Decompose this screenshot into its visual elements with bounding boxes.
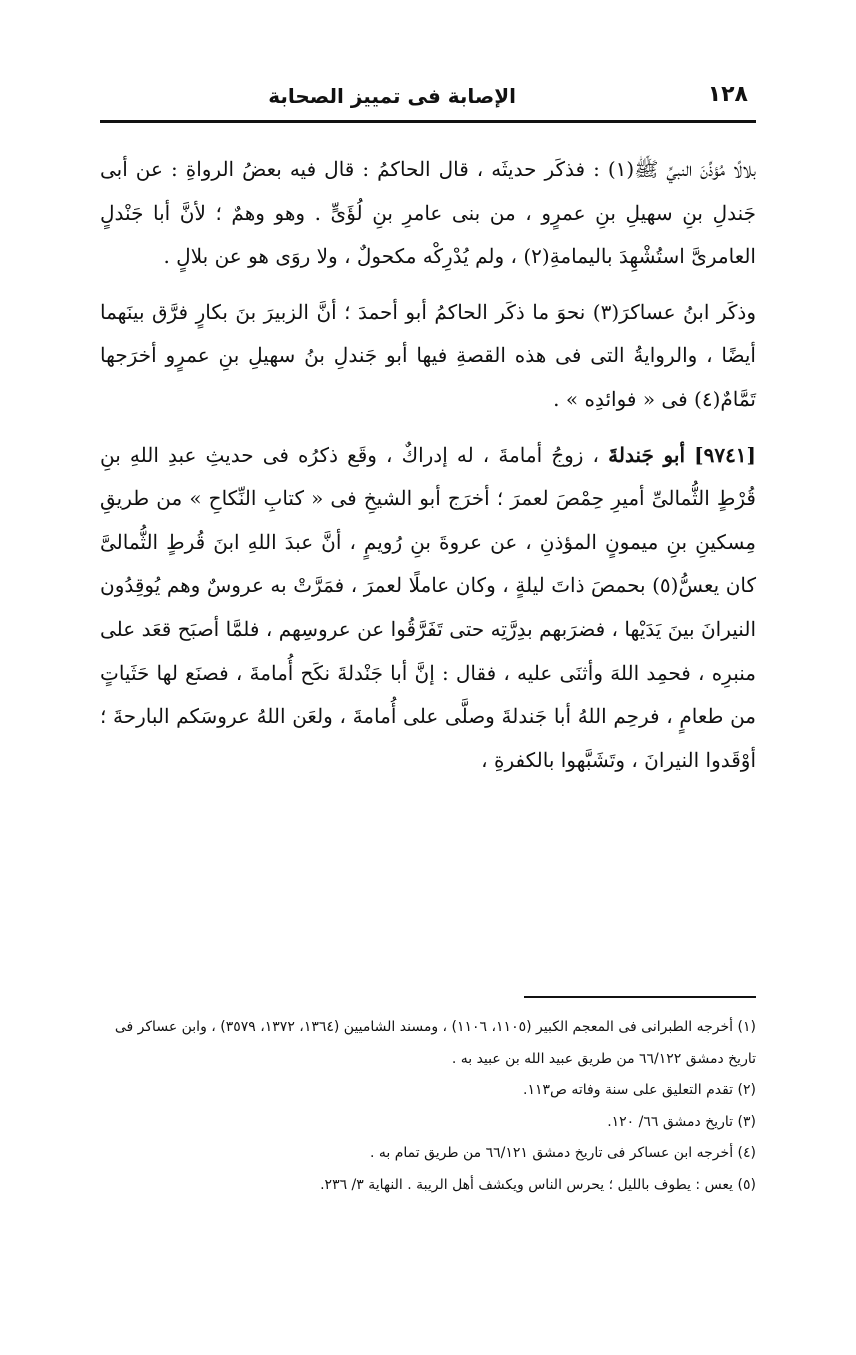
entry-paragraph — [100, 434, 756, 783]
footnote-3: (٣) تاريخ دمشق ٦٦/ ١٢٠. — [607, 1113, 756, 1130]
paragraph-text: وذكَر ابنُ عساكرَ(٣) نحوَ ما ذكَر الحاكمُ أبو أحمدَ ؛ أنَّ الزبيرَ بنَ بكارٍ فرَّق بينَهما أيضًا ، والروايةُ التى فى هذه القصةِ فيها أبو جَندلِ بنُ سهيلِ بنِ عمرٍو أخرَجها تَمَّامٌ(٤) فى « فوائدِه » . — [100, 299, 756, 411]
footnote-4: (٤) أخرجه ابن عساكر فى تاريخ دمشق ٦٦/١٢١ من طريق تمام به . — [369, 1145, 756, 1161]
main-text — [100, 148, 756, 782]
footnote-2: (٢) تقدم التعليق على سنة وفاته ص١١٣. — [522, 1082, 756, 1098]
header-divider — [100, 120, 756, 123]
running-header — [100, 78, 756, 118]
footnote-5: (٥) يعس : يطوف بالليل ؛ يحرس الناس ويكشف أهل الريبة . النهاية ٣/ ٢٣٦. — [320, 1176, 756, 1193]
book-title: الإصابة فى تمييز الصحابة — [268, 84, 516, 108]
page-number: ١٢٨ — [707, 82, 748, 107]
footnote-1: (١) أخرجه الطبرانى فى المعجم الكبير (١١٠٥، ١١٠٦) ، ومسند الشاميين (١٣٦٤، ١٣٧٢، ٣٥٧٩) ، وابن عساكر فى تاريخ دمشق ٦٦/١٢٢ من طريق عبيد الله بن عبيد به . — [114, 1019, 756, 1067]
footnotes — [100, 1012, 756, 1201]
paragraph-text: ، زوجُ أمامةَ ، له إدراكٌ ، وقَع ذكرُه فى حديثِ عبدِ اللهِ بنِ قُرْطٍ الثُّمالىِّ أميرِ حِمْصَ لعمرَ ؛ أخرَج أبو الشيخِ فى « كتابِ النِّكاحِ » من طريقِ مِسكينِ بنِ ميمونٍ المؤذنِ ، عن عروةَ بنِ رُويمٍ ، أنَّ عبدَ اللهِ ابنَ قُرطٍ الثُّمالىَّ كان يعسُّ(٥) بحمصَ ذاتَ ليلةٍ ، وكان عاملًا لعمرَ ، فمَرَّتْ به عروسٌ وهم يُوقِدُون النيرانَ بينَ يَدَيْها ، فضرَبهم بدِرَّتِه حتى تَفَرَّقُوا عن عروسِهم ، فلمَّا أصبَح قعَد على منبرِه ، فحمِد اللهَ وأثنَى عليه ، فقال : إنَّ أبا جَنْدلةَ نكَح أُمامةَ ، فصنَع لها حَثَياتٍ من طعامٍ ، فرحِم اللهُ أبا جَندلةَ وصلَّى على أُمامةَ ، ولعَن اللهُ عروسَكم البارحةَ ؛ أوْقَدوا النيرانَ ، وتَشَبَّهوا بالكفرةِ ، — [100, 442, 757, 772]
entry-number: [٩٧٤١] — [694, 442, 757, 467]
footnote-divider — [524, 996, 756, 998]
paragraph-2 — [100, 291, 756, 422]
entry-name: أبو جَندلةَ — [608, 442, 685, 467]
paragraph-text: بلالًا مُؤذِّنَ النبيِّ ﷺ(١) : فذكَر حديثَه ، قال الحاكمُ : قال فيه بعضُ الرواةِ : عن أبى جَندلِ بنِ سهيلِ بنِ عمرٍو ، من بنى عامرِ بنِ لُؤَىٍّ . وهو وهمٌ ؛ لأنَّ أبا جَنْدلٍ العامرىَّ استُشْهِدَ باليمامةِ(٢) ، ولم يُدْرِكْه مكحولٌ ، ولا روَى هو عن بلالٍ . — [100, 157, 757, 269]
paragraph-1 — [100, 148, 756, 279]
